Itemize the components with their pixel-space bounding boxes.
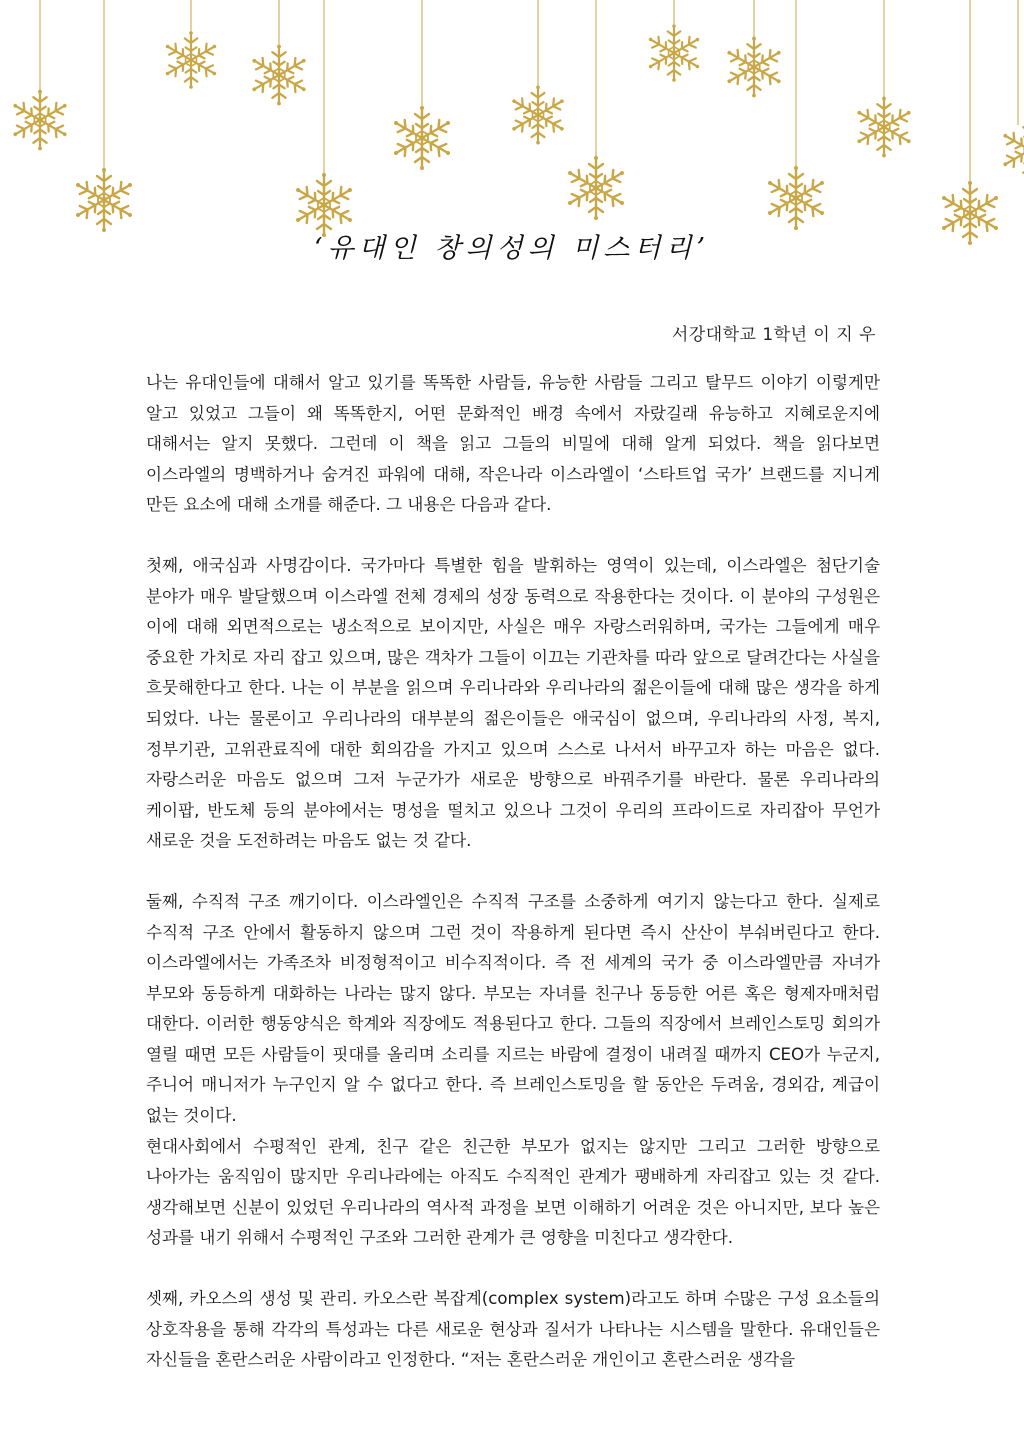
- snowflake-icon: [391, 106, 453, 170]
- snowflake-icon: [509, 86, 566, 145]
- snowflake-icon: [73, 168, 135, 232]
- snowflake-icon: [1000, 120, 1024, 181]
- author-line: 서강대학교 1학년 이 지 우: [671, 325, 876, 345]
- document-body: [146, 368, 880, 1376]
- document-title: ‘유대인 창의성의 미스터리’: [313, 233, 711, 264]
- snowflake-icon: [646, 24, 702, 82]
- paragraph-second-point-reflection: 현대사회에서 수평적인 관계, 친구 같은 친근한 부모가 없지는 않지만 그리고 그러한 방향으로 나아가는 움직임이 많지만 우리나라에는 아직도 수직적인 관계가 팽배하게 자리잡고 있는 것 같다. 생각해보면 신분이 있었던 우리나라의 역사적 과정을 보면 이해하기 어려운 것은 아니지만, 보다 높은 성과를 내기 위해서 수평적인 구조와 그러한 관계가 큰 영향을 미친다고 생각한다.: [146, 1136, 880, 1248]
- paragraph-first-point: 첫째, 애국심과 사명감이다. 국가마다 특별한 힘을 발휘하는 영역이 있는데, 이스라엘은 첨단기술 분야가 매우 발달했으며 이스라엘 전체 경제의 성장 동력으로 작용한다는 것이다. 이 분야의 구성원은 이에 대해 외면적으로는 냉소적으로 보이지만, 사실은 매우 자랑스러워하며, 국가는 그들에게 매우 중요한 가치로 자리 잡고 있으며, 많은 객차가 그들이 이끄는 기관차를 따라 앞으로 달려간다는 사실을 흐뭇해한다고 한다. 나는 이 부분을 읽으며 우리나라와 우리나라의 젊은이들에 대해 많은 생각을 하게 되었다. 나는 물론이고 우리나라의 대부분의 젊은이들은 애국심이 없으며, 우리나라의 사정, 복지, 정부기관, 고위관료직에 대한 회의감을 가지고 있으며 스스로 나서서 바꾸고자 하는 마음은 없다. 자랑스러운 마음도 없으며 그저 누군가가 새로운 방향으로 바꿔주기를 바란다. 물론 우리나라의 케이팝, 반도체 등의 분야에서는 명성을 떨치고 있으나 그것이 우리의 프라이드로 자리잡아 무언가 새로운 것을 도전하려는 마음도 없는 것 같다.: [146, 555, 880, 851]
- snowflake-icon: [854, 97, 913, 158]
- paragraph-intro: 나는 유대인들에 대해서 알고 있기를 똑똑한 사람들, 유능한 사람들 그리고 탈무드 이야기 이렇게만 알고 있었고 그들이 왜 똑똑한지, 어떤 문화적인 배경 속에서 자랐길래 유능하고 지혜로운지에 대해서는 알지 못했다. 그런데 이 책을 읽고 그들의 비밀에 대해 알게 되었다. 책을 읽다보면 이스라엘의 명백하거나 숨겨진 파워에 대해, 작은나라 이스라엘이 ‘스타트업 국가’ 브랜드를 지니게 만든 요소에 대해 소개를 해준다. 그 내용은 다음과 같다.: [146, 373, 880, 515]
- paragraph-third-point: 셋째, 카오스의 생성 및 관리. 카오스란 복잡계(complex system)라고도 하며 수많은 구성 요소들의 상호작용을 통해 각각의 특성과는 다른 새로운 현상과 질서가 나타나는 시스템을 말한다. 유대인들은 자신들을 혼란스러운 사람이라고 인정한다. “저는 혼란스러운 개인이고 혼란스러운 생각을: [146, 1289, 880, 1370]
- snowflake-icon: [565, 156, 627, 220]
- snowflake-icon: [724, 37, 783, 98]
- snowflake-icon: [765, 166, 827, 230]
- snowflake-icon: [249, 45, 308, 106]
- snowflake-icon: [163, 31, 219, 89]
- paragraph-second-point: 둘째, 수직적 구조 깨기이다. 이스라엘인은 수직적 구조를 소중하게 여기지 않는다고 한다. 실제로 수직적 구조 안에서 활동하지 않으며 그런 것이 작용하게 된다면 즉시 산산이 부숴버린다고 한다. 이스라엘에서는 가족조차 비정형적이고 비수직적이다. 즉 전 세계의 국가 중 이스라엘만큼 자녀가 부모와 동등하게 대화하는 나라는 많지 않다. 부모는 자녀를 친구나 동등한 어른 혹은 형제자매처럼 대한다. 이러한 행동양식은 학계와 직장에도 적용된다고 한다. 그들의 직장에서 브레인스토밍 회의가 열릴 때면 모든 사람들이 핏대를 올리며 소리를 지르는 바람에 결정이 내려질 때까지 CEO가 누군지, 주니어 매니저가 누구인지 알 수 없다고 한다. 즉 브레인스토밍을 할 동안은 두려움, 경외감, 계급이 없는 것이다.: [146, 891, 880, 1126]
- snowflake-icon: [10, 90, 69, 151]
